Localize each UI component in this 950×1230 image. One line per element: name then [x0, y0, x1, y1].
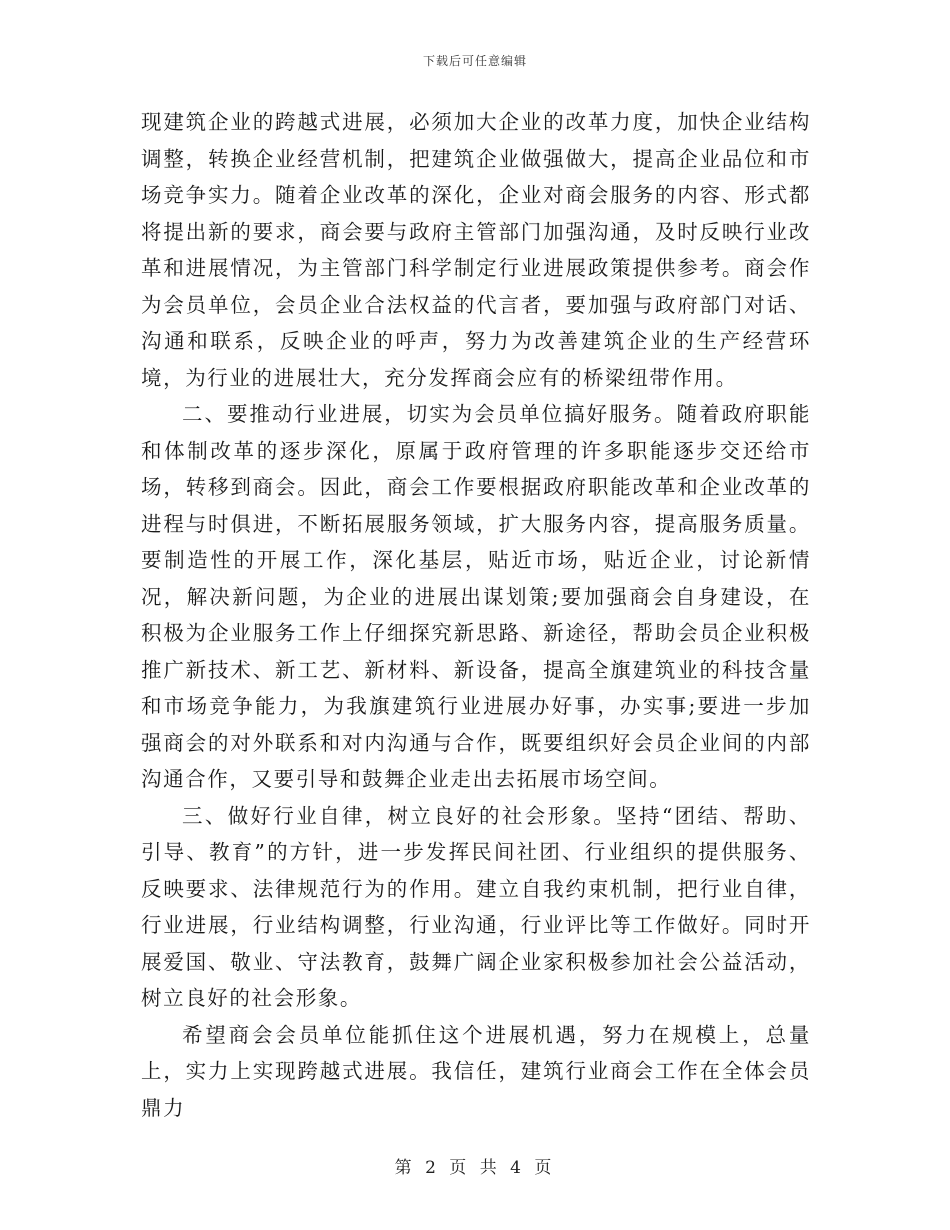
paragraph-section-three: 三、做好行业自律，树立良好的社会形象。坚持“团结、帮助、引导、教育”的方针，进一步发挥民间社团、行业组织的提供服务、反映要求、法律规范行为的作用。建立自我约束机制，把行业自律，行业进展，行业结构调整，行业沟通，行业评比等工作做好。同时开展爱国、敬业、守法教育，鼓舞广阔企业家积极参加社会公益活动，树立良好的社会形象。 [141, 803, 811, 1010]
paragraph-continuation: 现建筑企业的跨越式进展，必须加大企业的改革力度，加快企业结构调整，转换企业经营机制，把建筑企业做强做大，提高企业品位和市场竞争实力。随着企业改革的深化，企业对商会服务的内容、形式都将提出新的要求，商会要与政府主管部门加强沟通，及时反映行业改革和进展情况，为主管部门科学制定行业进展政策提供参考。商会作为会员单位，会员企业合法权益的代言者，要加强与政府部门对话、沟通和联系，反映企业的呼声，努力为改善建筑企业的生产经营环境，为行业的进展壮大，充分发挥商会应有的桥梁纽带作用。 [141, 110, 811, 390]
paragraph-section-two: 二、要推动行业进展，切实为会员单位搞好服务。随着政府职能和体制改革的逐步深化，原属于政府管理的许多职能逐步交还给市场，转移到商会。因此，商会工作要根据政府职能改革和企业改革的进程与时俱进，不断拓展服务领域，扩大服务内容，提高服务质量。要制造性的开展工作，深化基层，贴近市场，贴近企业，讨论新情况，解决新问题，为企业的进展出谋划策;要加强商会自身建设，在积极为企业服务工作上仔细探究新思路、新途径，帮助会员企业积极推广新技术、新工艺、新材料、新设备，提高全旗建筑业的科技含量和市场竞争能力，为我旗建筑行业进展办好事，办实事;要进一步加强商会的对外联系和对内沟通与合作，既要组织好会员企业间的内部沟通合作，又要引导和鼓舞企业走出去拓展市场空间。 [141, 402, 811, 791]
paragraph-closing: 希望商会会员单位能抓住这个进展机遇，努力在规模上，总量上，实力上实现跨越式进展。我信任，建筑行业商会工作在全体会员鼎力 [141, 1022, 811, 1120]
document-body [141, 104, 811, 1126]
page-header: 下载后可任意编辑 [422, 54, 527, 68]
page-number-footer: 第 2 页 共 4 页 [394, 1158, 556, 1178]
